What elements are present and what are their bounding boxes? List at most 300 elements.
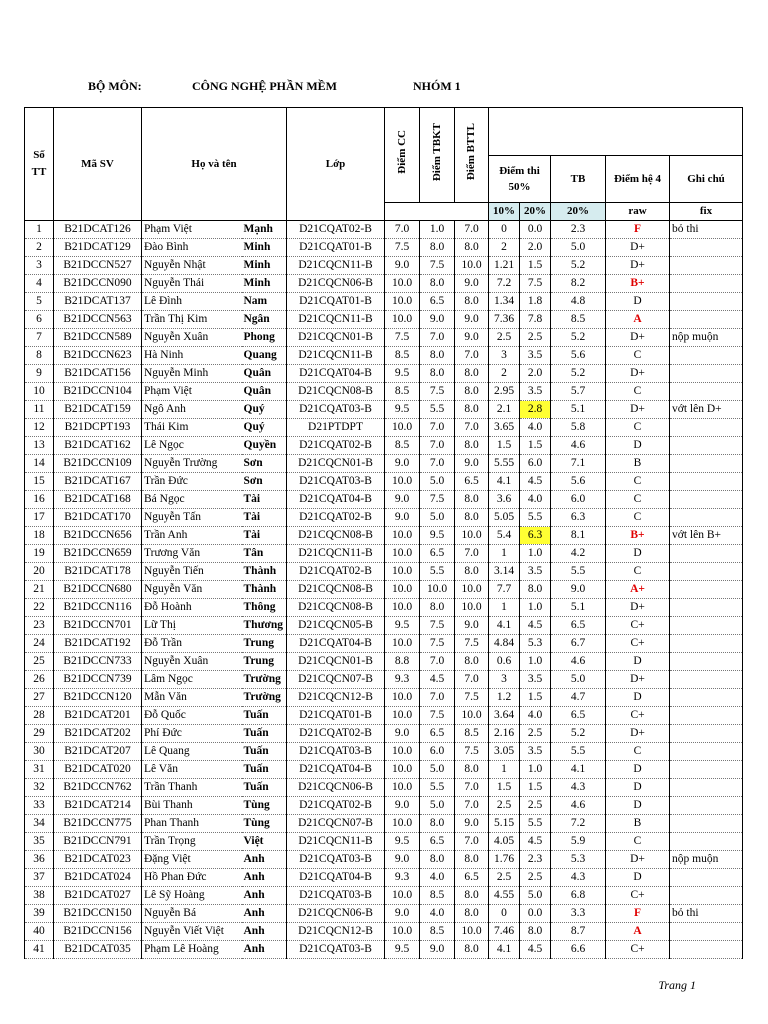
score-cc: 9.0 <box>385 455 420 473</box>
class: D21CQCN11-B <box>287 311 385 329</box>
score-bttl: 8.0 <box>455 437 489 455</box>
average: 6.6 <box>551 941 606 959</box>
score-cc: 8.5 <box>385 437 420 455</box>
note <box>670 545 743 563</box>
first-names: Trần Đức <box>142 473 242 491</box>
note: bỏ thi <box>670 905 743 923</box>
average: 4.2 <box>551 545 606 563</box>
table-row <box>25 545 743 563</box>
grade-4: C <box>606 743 670 761</box>
score-bttl: 10.0 <box>455 923 489 941</box>
grade-4: D+ <box>606 401 670 419</box>
row-number: 13 <box>25 437 54 455</box>
average: 4.3 <box>551 869 606 887</box>
col-stt: Số TT <box>25 108 54 221</box>
score-tbkt: 7.0 <box>420 329 455 347</box>
score-bttl: 7.0 <box>455 833 489 851</box>
row-number: 37 <box>25 869 54 887</box>
average: 3.3 <box>551 905 606 923</box>
score-bttl: 8.0 <box>455 401 489 419</box>
table-row <box>25 923 743 941</box>
note <box>670 275 743 293</box>
exam-raw: 5.05 <box>489 509 520 527</box>
score-bttl: 8.0 <box>455 905 489 923</box>
score-tbkt: 5.0 <box>420 761 455 779</box>
class: D21CQAT02-B <box>287 437 385 455</box>
given-name: Anh <box>242 923 287 941</box>
col-tb: TB <box>551 156 606 203</box>
col-lop: Lớp <box>287 108 385 221</box>
first-names: Mẫn Văn <box>142 689 242 707</box>
score-tbkt: 5.5 <box>420 779 455 797</box>
first-names: Trần Thị Kim <box>142 311 242 329</box>
score-tbkt: 8.0 <box>420 347 455 365</box>
class: D21CQAT02-B <box>287 509 385 527</box>
score-cc: 10.0 <box>385 545 420 563</box>
row-number: 38 <box>25 887 54 905</box>
given-name: Tuấn <box>242 761 287 779</box>
exam-raw: 7.46 <box>489 923 520 941</box>
average: 5.2 <box>551 329 606 347</box>
weights-label <box>385 203 489 221</box>
exam-raw: 0 <box>489 905 520 923</box>
class: D21CQCN06-B <box>287 275 385 293</box>
exam-raw: 1.2 <box>489 689 520 707</box>
first-names: Đào Bình <box>142 239 242 257</box>
grade-4: F <box>606 905 670 923</box>
student-id: B21DCAT027 <box>54 887 142 905</box>
student-id: B21DCCN623 <box>54 347 142 365</box>
class: D21CQAT04-B <box>287 365 385 383</box>
exam-fix: 1.5 <box>520 257 551 275</box>
average: 8.1 <box>551 527 606 545</box>
student-id: B21DCAT129 <box>54 239 142 257</box>
class: D21CQCN01-B <box>287 653 385 671</box>
table-row <box>25 671 743 689</box>
class: D21CQCN11-B <box>287 833 385 851</box>
grade-4: D+ <box>606 365 670 383</box>
score-bttl: 9.0 <box>455 311 489 329</box>
average: 5.0 <box>551 671 606 689</box>
row-number: 24 <box>25 635 54 653</box>
exam-fix: 1.5 <box>520 437 551 455</box>
given-name: Trường <box>242 671 287 689</box>
table-row <box>25 725 743 743</box>
col-diem-thi: Điểm thi 50% <box>489 156 551 203</box>
student-id: B21DCAT156 <box>54 365 142 383</box>
exam-raw: 2 <box>489 239 520 257</box>
note <box>670 707 743 725</box>
row-number: 23 <box>25 617 54 635</box>
student-id: B21DCAT162 <box>54 437 142 455</box>
score-tbkt: 6.0 <box>420 743 455 761</box>
average: 6.5 <box>551 617 606 635</box>
grade-4: D+ <box>606 851 670 869</box>
row-number: 39 <box>25 905 54 923</box>
row-number: 17 <box>25 509 54 527</box>
score-tbkt: 8.0 <box>420 275 455 293</box>
grade-4: C <box>606 491 670 509</box>
exam-raw: 2.5 <box>489 329 520 347</box>
student-id: B21DCAT126 <box>54 221 142 239</box>
score-cc: 9.0 <box>385 491 420 509</box>
first-names: Nguyễn Xuân <box>142 653 242 671</box>
exam-raw: 1.21 <box>489 257 520 275</box>
table-row <box>25 221 743 239</box>
row-number: 30 <box>25 743 54 761</box>
exam-raw: 3.64 <box>489 707 520 725</box>
first-names: Nguyễn Trường <box>142 455 242 473</box>
score-tbkt: 7.5 <box>420 635 455 653</box>
first-names: Ngô Anh <box>142 401 242 419</box>
grade-4: C <box>606 833 670 851</box>
score-tbkt: 7.0 <box>420 689 455 707</box>
table-row <box>25 257 743 275</box>
student-id: B21DCCN739 <box>54 671 142 689</box>
grade-4: B+ <box>606 275 670 293</box>
average: 5.2 <box>551 725 606 743</box>
average: 5.1 <box>551 599 606 617</box>
note <box>670 311 743 329</box>
student-id: B21DCCN116 <box>54 599 142 617</box>
student-id: B21DCCN104 <box>54 383 142 401</box>
score-cc: 9.0 <box>385 257 420 275</box>
first-names: Bùi Thanh <box>142 797 242 815</box>
note <box>670 239 743 257</box>
table-row <box>25 905 743 923</box>
score-cc: 9.0 <box>385 851 420 869</box>
score-tbkt: 5.5 <box>420 563 455 581</box>
score-tbkt: 8.5 <box>420 923 455 941</box>
table-row <box>25 347 743 365</box>
student-id: B21DCAT214 <box>54 797 142 815</box>
score-tbkt: 7.5 <box>420 617 455 635</box>
note <box>670 833 743 851</box>
table-row <box>25 401 743 419</box>
grade-4: B+ <box>606 527 670 545</box>
given-name: Quân <box>242 365 287 383</box>
score-cc: 10.0 <box>385 599 420 617</box>
grade-4: D <box>606 779 670 797</box>
average: 5.5 <box>551 743 606 761</box>
score-tbkt: 4.0 <box>420 905 455 923</box>
score-bttl: 8.0 <box>455 653 489 671</box>
given-name: Minh <box>242 257 287 275</box>
average: 6.3 <box>551 509 606 527</box>
row-number: 11 <box>25 401 54 419</box>
score-bttl: 10.0 <box>455 707 489 725</box>
score-cc: 10.0 <box>385 419 420 437</box>
grade-4: D+ <box>606 599 670 617</box>
first-names: Lê Sỹ Hoàng <box>142 887 242 905</box>
first-names: Trần Trọng <box>142 833 242 851</box>
table-row <box>25 887 743 905</box>
score-bttl: 9.0 <box>455 815 489 833</box>
given-name: Anh <box>242 887 287 905</box>
table-row <box>25 635 743 653</box>
score-bttl: 7.0 <box>455 797 489 815</box>
score-cc: 10.0 <box>385 815 420 833</box>
student-id: B21DCCN527 <box>54 257 142 275</box>
score-cc: 9.0 <box>385 905 420 923</box>
given-name: Tuấn <box>242 707 287 725</box>
score-bttl: 10.0 <box>455 257 489 275</box>
score-cc: 7.5 <box>385 329 420 347</box>
exam-raw: 7.2 <box>489 275 520 293</box>
score-bttl: 7.0 <box>455 779 489 797</box>
note <box>670 347 743 365</box>
score-cc: 10.0 <box>385 779 420 797</box>
score-cc: 10.0 <box>385 923 420 941</box>
table-row <box>25 491 743 509</box>
exam-fix: 3.5 <box>520 347 551 365</box>
exam-raw: 4.55 <box>489 887 520 905</box>
score-tbkt: 6.5 <box>420 725 455 743</box>
given-name: Minh <box>242 239 287 257</box>
given-name: Quang <box>242 347 287 365</box>
grade-4: D <box>606 293 670 311</box>
class: D21CQCN01-B <box>287 329 385 347</box>
exam-raw: 1.76 <box>489 851 520 869</box>
note <box>670 815 743 833</box>
score-cc: 7.0 <box>385 221 420 239</box>
class: D21CQAT03-B <box>287 743 385 761</box>
first-names: Lê Đình <box>142 293 242 311</box>
exam-raw: 2.1 <box>489 401 520 419</box>
exam-raw: 4.05 <box>489 833 520 851</box>
student-id: B21DCAT020 <box>54 761 142 779</box>
score-tbkt: 7.5 <box>420 257 455 275</box>
table-row <box>25 743 743 761</box>
score-tbkt: 7.0 <box>420 419 455 437</box>
score-cc: 10.0 <box>385 635 420 653</box>
score-bttl: 7.0 <box>455 671 489 689</box>
score-tbkt: 10.0 <box>420 581 455 599</box>
score-tbkt: 5.0 <box>420 509 455 527</box>
note <box>670 743 743 761</box>
given-name: Tuấn <box>242 743 287 761</box>
class: D21CQCN11-B <box>287 347 385 365</box>
score-cc: 8.5 <box>385 347 420 365</box>
class: D21CQCN07-B <box>287 815 385 833</box>
given-name: Anh <box>242 941 287 959</box>
exam-raw: 7.7 <box>489 581 520 599</box>
score-bttl: 8.0 <box>455 293 489 311</box>
row-number: 18 <box>25 527 54 545</box>
row-number: 36 <box>25 851 54 869</box>
grade-4: D <box>606 689 670 707</box>
exam-raw: 2 <box>489 365 520 383</box>
row-number: 40 <box>25 923 54 941</box>
table-row <box>25 815 743 833</box>
table-row <box>25 365 743 383</box>
table-row <box>25 689 743 707</box>
row-number: 28 <box>25 707 54 725</box>
exam-fix: 1.5 <box>520 689 551 707</box>
grade-4: F <box>606 221 670 239</box>
score-tbkt: 5.0 <box>420 473 455 491</box>
note <box>670 473 743 491</box>
given-name: Thành <box>242 581 287 599</box>
row-number: 31 <box>25 761 54 779</box>
given-name: Sơn <box>242 455 287 473</box>
first-names: Trương Văn <box>142 545 242 563</box>
exam-raw: 3.05 <box>489 743 520 761</box>
first-names: Đỗ Trần <box>142 635 242 653</box>
class: D21CQCN06-B <box>287 905 385 923</box>
table-row <box>25 293 743 311</box>
exam-fix: 0.0 <box>520 905 551 923</box>
row-number: 9 <box>25 365 54 383</box>
class: D21CQAT03-B <box>287 401 385 419</box>
score-tbkt: 6.5 <box>420 545 455 563</box>
given-name: Phong <box>242 329 287 347</box>
col-diem-tbkt: Điểm TBKT <box>430 122 443 182</box>
first-names: Nguyễn Tiến <box>142 563 242 581</box>
exam-fix: 5.5 <box>520 815 551 833</box>
given-name: Minh <box>242 275 287 293</box>
exam-raw: 2.16 <box>489 725 520 743</box>
exam-fix: 5.0 <box>520 887 551 905</box>
exam-fix: 2.5 <box>520 725 551 743</box>
student-id: B21DCCN563 <box>54 311 142 329</box>
exam-fix: 2.8 <box>520 401 551 419</box>
score-bttl: 8.5 <box>455 725 489 743</box>
exam-fix: 2.0 <box>520 239 551 257</box>
score-bttl: 8.0 <box>455 365 489 383</box>
table-row <box>25 707 743 725</box>
exam-fix: 2.5 <box>520 329 551 347</box>
score-bttl: 7.5 <box>455 743 489 761</box>
exam-fix: 4.5 <box>520 833 551 851</box>
note <box>670 779 743 797</box>
note <box>670 653 743 671</box>
score-tbkt: 4.5 <box>420 671 455 689</box>
score-cc: 7.5 <box>385 239 420 257</box>
col-ma-sv: Mã SV <box>54 108 142 221</box>
grade-4: D+ <box>606 329 670 347</box>
average: 4.6 <box>551 797 606 815</box>
given-name: Quý <box>242 401 287 419</box>
grade-4: D <box>606 869 670 887</box>
exam-fix: 4.0 <box>520 707 551 725</box>
score-cc: 9.5 <box>385 365 420 383</box>
table-row <box>25 941 743 959</box>
row-number: 8 <box>25 347 54 365</box>
note <box>670 437 743 455</box>
row-number: 6 <box>25 311 54 329</box>
first-names: Phạm Việt <box>142 383 242 401</box>
row-number: 2 <box>25 239 54 257</box>
exam-fix: 7.8 <box>520 311 551 329</box>
note: nộp muộn <box>670 329 743 347</box>
note <box>670 581 743 599</box>
score-cc: 9.0 <box>385 797 420 815</box>
score-bttl: 8.0 <box>455 491 489 509</box>
score-cc: 10.0 <box>385 527 420 545</box>
table-row <box>25 851 743 869</box>
score-tbkt: 4.0 <box>420 869 455 887</box>
table-row <box>25 329 743 347</box>
table-row <box>25 383 743 401</box>
class: D21CQCN08-B <box>287 527 385 545</box>
score-cc: 9.0 <box>385 509 420 527</box>
note <box>670 689 743 707</box>
score-cc: 9.0 <box>385 725 420 743</box>
average: 5.2 <box>551 257 606 275</box>
student-id: B21DCCN680 <box>54 581 142 599</box>
exam-fix: 2.0 <box>520 365 551 383</box>
table-row <box>25 455 743 473</box>
given-name: Quân <box>242 383 287 401</box>
row-number: 34 <box>25 815 54 833</box>
average: 5.6 <box>551 347 606 365</box>
exam-fix: 5.3 <box>520 635 551 653</box>
note <box>670 563 743 581</box>
note <box>670 869 743 887</box>
score-tbkt: 8.0 <box>420 239 455 257</box>
score-bttl: 8.0 <box>455 563 489 581</box>
average: 4.3 <box>551 779 606 797</box>
given-name: Tân <box>242 545 287 563</box>
grade-4: D+ <box>606 239 670 257</box>
average: 5.0 <box>551 239 606 257</box>
row-number: 29 <box>25 725 54 743</box>
exam-fix: 5.5 <box>520 509 551 527</box>
exam-raw: 2.5 <box>489 797 520 815</box>
average: 5.7 <box>551 383 606 401</box>
score-bttl: 7.0 <box>455 347 489 365</box>
table-row <box>25 779 743 797</box>
student-id: B21DCAT159 <box>54 401 142 419</box>
grade-4: B <box>606 815 670 833</box>
score-cc: 9.5 <box>385 401 420 419</box>
score-bttl: 7.0 <box>455 221 489 239</box>
exam-fix: 7.5 <box>520 275 551 293</box>
score-tbkt: 8.0 <box>420 815 455 833</box>
score-bttl: 8.0 <box>455 851 489 869</box>
class: D21CQAT01-B <box>287 707 385 725</box>
table-row <box>25 833 743 851</box>
exam-fix: 2.3 <box>520 851 551 869</box>
first-names: Nguyễn Nhật <box>142 257 242 275</box>
class: D21CQCN11-B <box>287 257 385 275</box>
first-names: Lê Văn <box>142 761 242 779</box>
weight-bttl: 20% <box>551 203 606 221</box>
note: bỏ thi <box>670 221 743 239</box>
class: D21CQAT04-B <box>287 635 385 653</box>
score-tbkt: 9.0 <box>420 311 455 329</box>
dept-name: CÔNG NGHỆ PHẦN MỀM <box>192 79 337 93</box>
average: 5.2 <box>551 365 606 383</box>
score-bttl: 9.0 <box>455 329 489 347</box>
score-cc: 10.0 <box>385 275 420 293</box>
table-row <box>25 869 743 887</box>
given-name: Anh <box>242 905 287 923</box>
given-name: Sơn <box>242 473 287 491</box>
exam-raw: 3 <box>489 347 520 365</box>
student-id: B21DCCN656 <box>54 527 142 545</box>
given-name: Tuấn <box>242 725 287 743</box>
student-id: B21DCAT192 <box>54 635 142 653</box>
average: 8.7 <box>551 923 606 941</box>
grade-4: D <box>606 797 670 815</box>
given-name: Tài <box>242 491 287 509</box>
col-fix: fix <box>670 203 743 221</box>
student-id: B21DCAT207 <box>54 743 142 761</box>
note <box>670 365 743 383</box>
score-cc: 9.3 <box>385 671 420 689</box>
